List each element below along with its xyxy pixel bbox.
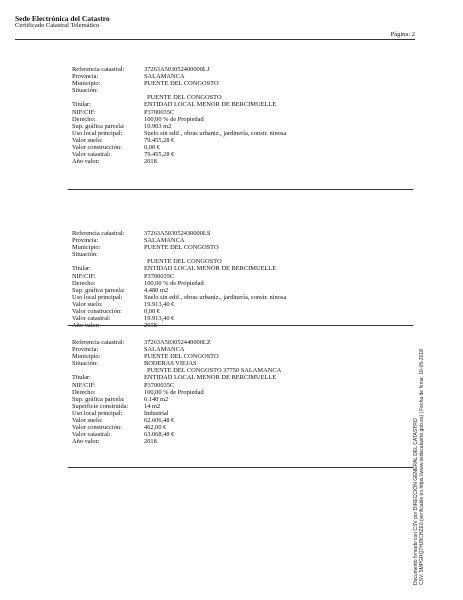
valor-suelo-value: 19.913,40 € bbox=[144, 300, 175, 308]
titular-value: ENTIDAD LOCAL MENOR DE BERCIMUELLE bbox=[144, 374, 277, 382]
label: Provincia: bbox=[72, 346, 99, 354]
provincia-value: SALAMANCA bbox=[144, 73, 185, 81]
label: Municipio: bbox=[72, 353, 101, 361]
valor-catastral-value: 63.068,48 € bbox=[144, 431, 175, 439]
uso-value: Suelo sin edif., obras urbaniz., jardinería, constr. ninosa bbox=[144, 129, 287, 137]
signature-line-2: CSV: 9MPGRQ7HJ8CHZE0 (verificable en https://www.sedecatastro.gob.es) | Fecha de firma: 16-05-2018 bbox=[419, 349, 426, 585]
field-titular bbox=[72, 101, 402, 108]
label: Valor construcción: bbox=[72, 308, 122, 316]
cadastral-reference: 37263A503052400000LJ bbox=[144, 66, 210, 73]
signature-line-1: Documento firmado con CSV por DIRECCIÓN GENERAL DEL CATASTRO bbox=[413, 418, 419, 585]
label: NIF/CIF: bbox=[72, 272, 96, 280]
field-valor-construccion bbox=[72, 308, 402, 315]
field-valor-construccion bbox=[72, 424, 402, 431]
label: Año valor: bbox=[72, 438, 100, 446]
label: Provincia: bbox=[72, 237, 99, 245]
derecho-value: 100,00 % de Propiedad bbox=[144, 388, 204, 396]
situacion-value bbox=[144, 87, 402, 94]
situacion-continuation: PUENTE DEL CONGOSTO bbox=[147, 258, 222, 266]
derecho-value: 100,00 % de Propiedad bbox=[144, 279, 204, 287]
field-situacion bbox=[72, 87, 402, 94]
situacion-value bbox=[144, 251, 402, 258]
field-anio-valor bbox=[72, 158, 402, 165]
anio-valor-value: 2018 bbox=[144, 438, 157, 446]
label: Año valor: bbox=[72, 322, 100, 330]
field-municipio bbox=[72, 353, 402, 360]
valor-construccion-value: 0,00 € bbox=[144, 144, 160, 152]
situacion-continuation: PUENTE DEL CONGOSTO 37750 SALAMANCA bbox=[147, 367, 282, 375]
field-provincia bbox=[72, 346, 402, 353]
cadastral-reference: 37263A503052430000LS bbox=[144, 230, 211, 237]
field-ref bbox=[72, 230, 402, 237]
label: Uso local principal: bbox=[72, 129, 123, 137]
field-sup-construida bbox=[72, 403, 402, 410]
municipio-value: PUENTE DEL CONGOSTO bbox=[144, 353, 219, 361]
titular-value: ENTIDAD LOCAL MENOR DE BERCIMUELLE bbox=[144, 101, 277, 109]
label: NIF/CIF: bbox=[72, 381, 96, 389]
valor-suelo-value: 62.606,48 € bbox=[144, 417, 175, 425]
header-title: Sede Electrónica del Catastro bbox=[15, 14, 110, 23]
label: Referencia catastral: bbox=[72, 339, 125, 346]
sup-grafica-value: 4.480 m2 bbox=[144, 286, 169, 294]
label: Derecho: bbox=[72, 115, 96, 123]
label: Referencia catastral: bbox=[72, 66, 125, 73]
valor-suelo-value: 79.455,28 € bbox=[144, 136, 175, 144]
sup-grafica-value: 10.903 m2 bbox=[144, 122, 172, 130]
anio-valor-value: 2018 bbox=[144, 322, 157, 330]
label: Situación: bbox=[72, 87, 98, 95]
field-derecho bbox=[72, 280, 402, 287]
provincia-value: SALAMANCA bbox=[144, 346, 185, 354]
valor-catastral-value: 19.913,40 € bbox=[144, 315, 175, 323]
sup-construida-value: 14 m2 bbox=[144, 402, 161, 410]
label: Valor construcción: bbox=[72, 144, 122, 152]
field-municipio bbox=[72, 244, 402, 251]
valor-construccion-value: 0,00 € bbox=[144, 308, 160, 316]
valor-catastral-value: 79.455,28 € bbox=[144, 151, 175, 159]
cadastral-reference: 37263A503052440000LZ bbox=[144, 339, 211, 346]
header-divider bbox=[15, 39, 415, 40]
record-divider bbox=[68, 189, 413, 190]
label: Referencia catastral: bbox=[72, 230, 125, 237]
situacion-value: BODERAS VIEJAS bbox=[144, 360, 197, 368]
label: Valor construcción: bbox=[72, 424, 122, 432]
field-valor-catastral bbox=[72, 315, 402, 322]
field-ref bbox=[72, 66, 402, 73]
field-titular bbox=[72, 265, 402, 272]
field-uso bbox=[72, 130, 402, 137]
field-provincia bbox=[72, 73, 402, 80]
sup-grafica-value: 6.140 m2 bbox=[144, 395, 169, 403]
label: Valor catastral: bbox=[72, 315, 111, 323]
field-sup-grafica bbox=[72, 396, 402, 403]
titular-value: ENTIDAD LOCAL MENOR DE BERCIMUELLE bbox=[144, 265, 277, 273]
page-number: Página: 2 bbox=[390, 31, 415, 38]
label: Sup. gráfica parcela: bbox=[72, 286, 125, 294]
label: Municipio: bbox=[72, 244, 101, 252]
nif-value: P3700035C bbox=[144, 272, 175, 280]
municipio-value: PUENTE DEL CONGOSTO bbox=[144, 80, 219, 88]
property-record-3 bbox=[72, 339, 402, 445]
label: Situación: bbox=[72, 360, 98, 368]
label: Municipio: bbox=[72, 80, 101, 88]
municipio-value: PUENTE DEL CONGOSTO bbox=[144, 244, 219, 252]
field-situacion bbox=[72, 360, 402, 367]
record-divider bbox=[68, 467, 413, 468]
label: Provincia: bbox=[72, 73, 99, 81]
field-valor-catastral bbox=[72, 431, 402, 438]
label: Valor suelo: bbox=[72, 300, 103, 308]
label: Valor suelo: bbox=[72, 136, 103, 144]
nif-value: P3700035C bbox=[144, 108, 175, 116]
derecho-value: 100,00 % de Propiedad bbox=[144, 115, 204, 123]
field-ref bbox=[72, 339, 402, 346]
field-valor-suelo bbox=[72, 417, 402, 424]
field-sup-grafica bbox=[72, 123, 402, 130]
field-valor-catastral bbox=[72, 151, 402, 158]
field-situacion-cont bbox=[72, 367, 402, 374]
label: Situación: bbox=[72, 251, 98, 259]
label: Uso local principal: bbox=[72, 293, 123, 301]
label: Valor catastral: bbox=[72, 151, 111, 159]
valor-construccion-value: 462,00 € bbox=[144, 424, 167, 432]
csv-signature-note bbox=[413, 145, 435, 585]
label: Año valor: bbox=[72, 158, 100, 166]
provincia-value: SALAMANCA bbox=[144, 237, 185, 245]
field-nif bbox=[72, 273, 402, 280]
label: Titular: bbox=[72, 101, 91, 109]
field-uso bbox=[72, 410, 402, 417]
field-municipio bbox=[72, 80, 402, 87]
field-titular bbox=[72, 374, 402, 381]
field-situacion-cont bbox=[72, 94, 402, 101]
label: Derecho: bbox=[72, 279, 96, 287]
field-valor-construccion bbox=[72, 144, 402, 151]
field-nif bbox=[72, 109, 402, 116]
field-uso bbox=[72, 294, 402, 301]
nif-value: P3700035C bbox=[144, 381, 175, 389]
label: Titular: bbox=[72, 265, 91, 273]
field-valor-suelo bbox=[72, 137, 402, 144]
label: Sup. gráfica parcela: bbox=[72, 395, 125, 403]
label: Valor suelo: bbox=[72, 417, 103, 425]
field-nif bbox=[72, 382, 402, 389]
field-sup-grafica bbox=[72, 287, 402, 294]
field-situacion-cont bbox=[72, 258, 402, 265]
header-subtitle: Certificado Catastral Telemático bbox=[15, 22, 100, 29]
label: Titular: bbox=[72, 374, 91, 382]
situacion-continuation: PUENTE DEL CONGOSTO bbox=[147, 94, 222, 102]
uso-value: Suelo sin edif., obras urbaniz., jardinería, constr. ninosa bbox=[144, 293, 287, 301]
label: Derecho: bbox=[72, 388, 96, 396]
label: Sup. gráfica parcela: bbox=[72, 122, 125, 130]
property-record-2 bbox=[72, 230, 402, 329]
label: NIF/CIF: bbox=[72, 108, 96, 116]
field-situacion bbox=[72, 251, 402, 258]
anio-valor-value: 2018 bbox=[144, 158, 157, 166]
field-derecho bbox=[72, 389, 402, 396]
field-provincia bbox=[72, 237, 402, 244]
uso-value: Industrial bbox=[144, 409, 169, 417]
label: Valor catastral: bbox=[72, 431, 111, 439]
label: Uso local principal: bbox=[72, 409, 123, 417]
record-divider bbox=[68, 325, 413, 326]
field-anio-valor bbox=[72, 438, 402, 445]
field-valor-suelo bbox=[72, 301, 402, 308]
label: Superficie construida: bbox=[72, 402, 129, 410]
field-derecho bbox=[72, 116, 402, 123]
property-record-1 bbox=[72, 66, 402, 165]
